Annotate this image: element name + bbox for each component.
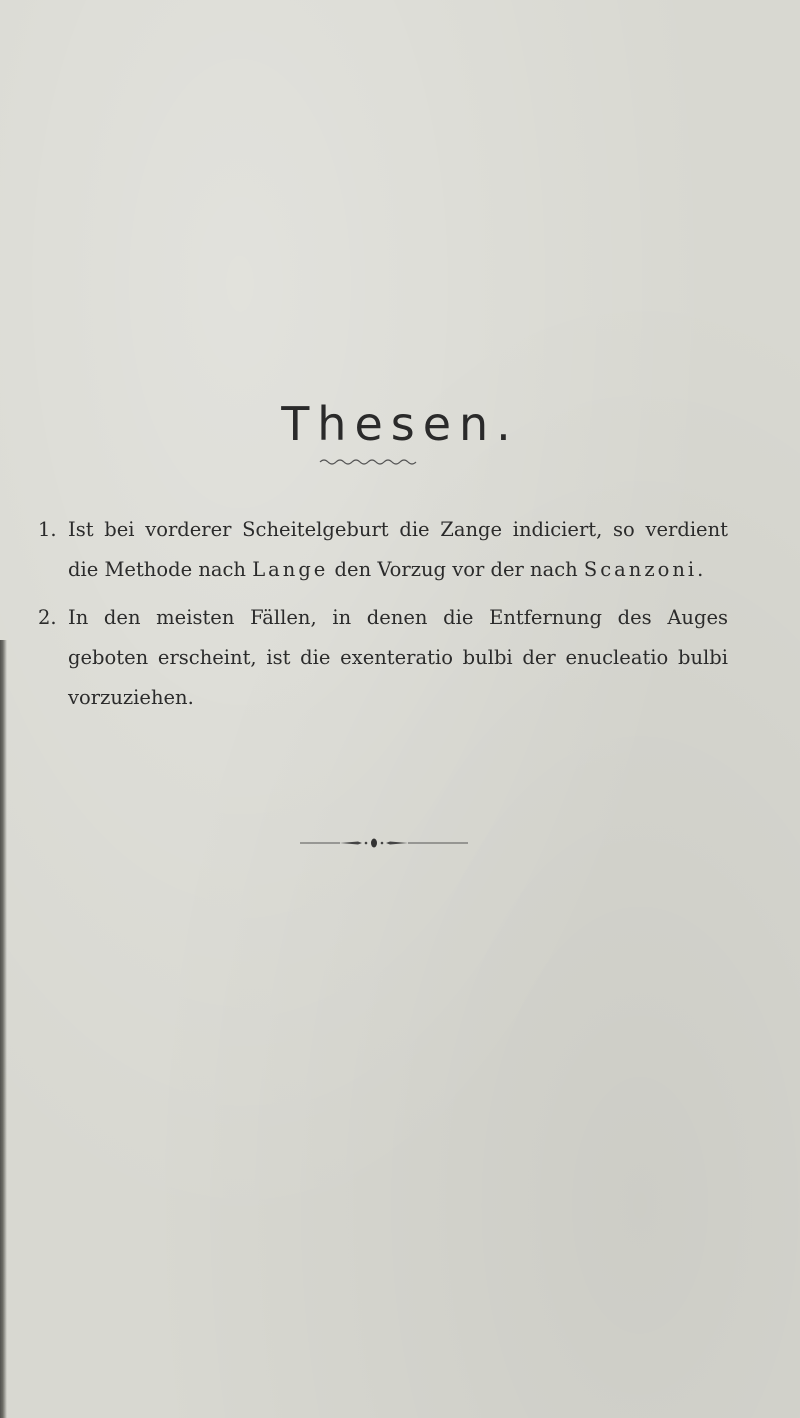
wavy-rule-ornament <box>318 455 418 469</box>
thesis-text-part: . <box>697 558 704 581</box>
page-title: Thesen. <box>281 396 519 451</box>
thesis-item-2 <box>38 598 728 718</box>
page-binding-edge <box>0 640 7 1418</box>
thesis-text: In den meisten Fällen, in denen die Entfernung des Auges geboten erscheint, ist die exenteratio bulbi der enucleatio bulbi vorzuziehen. <box>68 606 728 709</box>
end-ornament <box>300 836 470 850</box>
thesis-item-1 <box>38 510 728 590</box>
thesis-text-part: Ist bei vorderer Scheitelgeburt die Zange indiciert, so verdient die Methode nach <box>68 518 728 581</box>
theses-list <box>38 510 728 726</box>
thesis-text-part: den Vorzug vor der nach <box>328 558 584 581</box>
thesis-number: 2. <box>38 606 57 629</box>
thesis-number: 1. <box>38 518 57 541</box>
spaced-name: Lange <box>252 558 329 581</box>
thesis-text <box>68 518 728 581</box>
spaced-name: Scanzoni <box>583 558 698 581</box>
